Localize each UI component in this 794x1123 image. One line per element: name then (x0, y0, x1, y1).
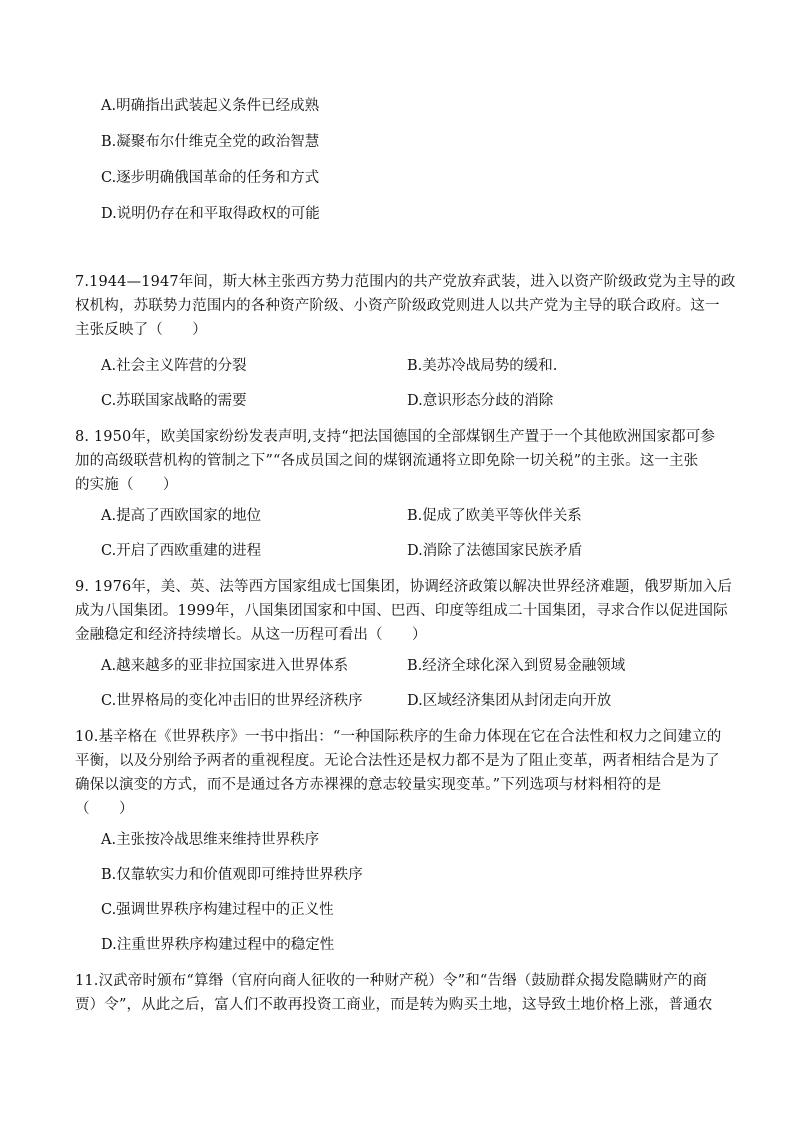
q9-option-a: A.越来越多的亚非拉国家进入世界体系 (101, 658, 349, 674)
q9-stem-line-1: 9. 1976年，美、英、法等西方国家组成七国集团，协调经济政策以解决世界经济难题，俄罗斯加入后 (75, 579, 733, 595)
q11-stem-line-2: 贾）令”，从此之后，富人们不敢再投资工商业，而是转为购买土地，这导致土地价格上涨，普通农 (75, 997, 713, 1013)
q7-stem-line-2: 权机构，苏联势力范围内的各种资产阶级、小资产阶级政党则进人以共产党为主导的联合政府。这一 (75, 298, 720, 314)
q10-option-d: D.注重世界秩序构建过程中的稳定性 (101, 937, 335, 953)
q10-stem-line-2: 平衡，以及分别给予两者的重视程度。无论合法性还是权力都不是为了阻止变革，两者相结合是为了 (75, 753, 720, 769)
q8-stem-line-1: 8. 1950年，欧美国家纷纷发表声明,支持“把法国德国的全部煤钢生产置于一个其他欧洲国家都可参 (75, 429, 716, 445)
q9-option-c: C.世界格局的变化冲击旧的世界经济秩序 (101, 693, 363, 709)
q9-stem-line-2: 成为八国集团。1999年，八国集团国家和中国、巴西、印度等组成二十国集团，寻求合作以促进国际 (75, 603, 728, 619)
q6-option-b: B.凝聚布尔什维克全党的政治智慧 (101, 134, 320, 150)
q10-option-c: C.强调世界秩序构建过程中的正义性 (101, 902, 334, 918)
q10-option-a: A.主张按冷战思维来维持世界秩序 (101, 832, 320, 848)
q7-stem-line-1: 7.1944—1947年间，斯大林主张西方势力范围内的共产党放弃武装，进入以资产阶级政党为主导的政 (75, 274, 736, 290)
q6-option-d: D.说明仍存在和平取得政权的可能 (101, 206, 320, 222)
q10-option-b: B.仅靠软实力和价值观即可维持世界秩序 (101, 867, 363, 883)
q11-stem-line-1: 11.汉武帝时颁布“算缗（官府向商人征收的一种财产税）令”和“告缗（鼓励群众揭发隐瞒财产的商 (75, 973, 708, 989)
q9-option-b: B.经济全球化深入到贸易金融领域 (407, 658, 626, 674)
q7-stem-line-3: 主张反映了（ ） (75, 322, 207, 338)
q6-option-a: A.明确指出武装起义条件已经成熟 (101, 98, 320, 114)
q8-stem-line-2: 加的高级联营机构的管制之下”“各成员国之间的煤钢流通将立即免除一切关税”的主张。这一主张 (75, 453, 699, 469)
q9-stem-line-3: 金融稳定和经济持续增长。从这一历程可看出（ ） (75, 627, 427, 643)
q8-option-a: A.提高了西欧国家的地位 (101, 508, 262, 524)
q8-option-d: D.消除了法德国家民族矛盾 (407, 543, 583, 559)
q7-option-a: A.社会主义阵营的分裂 (101, 358, 247, 374)
q6-option-c: C.逐步明确俄国革命的任务和方式 (101, 170, 320, 186)
q8-option-c: C.开启了西欧重建的进程 (101, 543, 262, 559)
q10-stem-line-1: 10.基辛格在《世界秩序》一书中指出：“一种国际秩序的生命力体现在它在合法性和权力之间建立的 (75, 729, 722, 745)
q7-option-b: B.美苏冷战局势的缓和. (407, 358, 558, 374)
q8-stem-line-3: 的实施（ ） (75, 477, 178, 493)
q10-stem-line-4: （ ） (75, 801, 134, 817)
q7-option-d: D.意识形态分歧的消除 (407, 393, 554, 409)
q8-option-b: B.促成了欧美平等伙伴关系 (407, 508, 582, 524)
q9-option-d: D.区域经济集团从封闭走向开放 (407, 693, 612, 709)
q7-option-c: C.苏联国家战略的需要 (101, 393, 247, 409)
q10-stem-line-3: 确保以演变的方式，而不是通过各方赤裸裸的意志较量实现变革。”下列选项与材料相符的是 (75, 777, 662, 793)
